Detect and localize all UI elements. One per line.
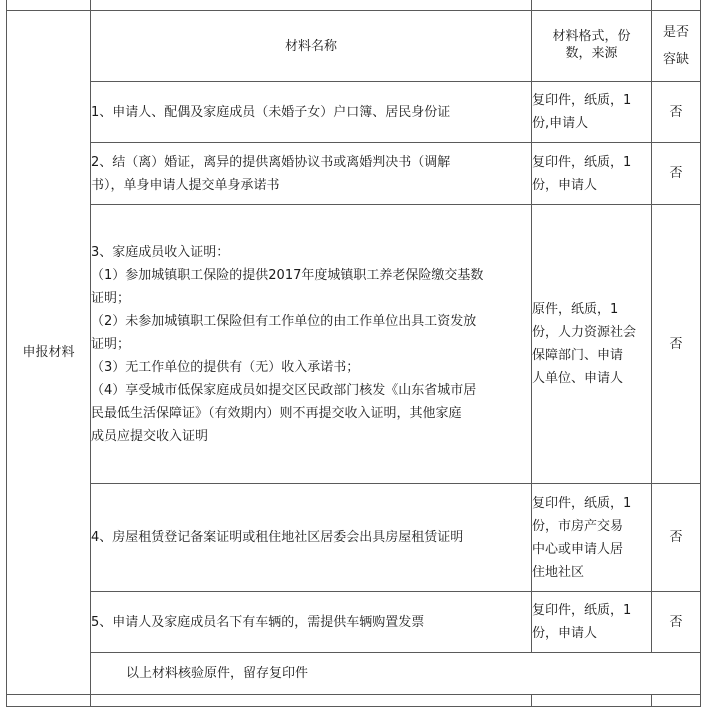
- table-row: [7, 143, 701, 205]
- material-missing-cell: 否: [652, 82, 701, 143]
- material-format-cell: 复印件，纸质，1 份,申请人: [532, 82, 652, 143]
- header-missing: 是否 容缺: [662, 25, 689, 67]
- material-format-cell: 原件，纸质，1 份，人力资源社会 保障部门、申请 人单位、申请人: [532, 205, 652, 484]
- footer-row: [7, 653, 701, 695]
- material-name-cell: 3、家庭成员收入证明： （1）参加城镇职工保险的提供2017年度城镇职工养老保险缴交基数 证明； （2）未参加城镇职工保险但有工作单位的由工作单位出具工资发放 证明； （3）无工作单位的提供有（无）收入承诺书； （4）享受城市低保家庭成员如提交区民政部门核发《山东省城市居 民最低生活保障证》（有效期内）则不再提交收入证明，其他家庭 成员应提交收入证明: [91, 205, 532, 484]
- material-name-cell: 1、申请人、配偶及家庭成员（未婚子女）户口簿、居民身份证: [91, 82, 532, 143]
- top-strip-cell: [652, 0, 701, 11]
- table-row: [7, 205, 701, 484]
- category-label: 申报材料: [22, 345, 75, 360]
- top-strip-row: [7, 0, 701, 11]
- materials-table: [6, 0, 701, 707]
- bottom-strip-cell: [7, 695, 91, 707]
- material-name-cell: 2、结（离）婚证，离异的提供离婚协议书或离婚判决书（调解 书），单身申请人提交单身承诺书: [91, 143, 532, 205]
- bottom-strip-cell: [532, 695, 652, 707]
- table-row: [7, 484, 701, 592]
- header-name: 材料名称: [284, 38, 337, 54]
- material-missing-cell: 否: [652, 592, 701, 653]
- material-missing-cell: 否: [652, 205, 701, 484]
- top-strip-cell: [532, 0, 652, 11]
- footer-note-cell: [91, 653, 701, 695]
- material-format-cell: 复印件，纸质，1 份，申请人: [532, 592, 652, 653]
- bottom-strip-cell: [91, 695, 532, 707]
- category-cell: [7, 11, 91, 695]
- top-strip-cell: [7, 0, 91, 11]
- header-format-cell: [532, 11, 652, 82]
- header-row: [7, 11, 701, 82]
- material-format-cell: 复印件，纸质，1 份，申请人: [532, 143, 652, 205]
- material-name-cell: 5、申请人及家庭成员名下有车辆的，需提供车辆购置发票: [91, 592, 532, 653]
- table-row: [7, 592, 701, 653]
- material-missing-cell: 否: [652, 484, 701, 592]
- header-missing-cell: [652, 11, 701, 82]
- bottom-strip-cell: [652, 695, 701, 707]
- footer-note: 以上材料核验原件，留存复印件: [126, 666, 309, 681]
- bottom-strip-row: [7, 695, 701, 707]
- table-row: [7, 82, 701, 143]
- header-format: 材料格式，份 数，来源: [552, 28, 631, 61]
- material-name-cell: 4、房屋租赁登记备案证明或租住地社区居委会出具房屋租赁证明: [91, 484, 532, 592]
- material-format-cell: 复印件，纸质，1 份，市房产交易 中心或申请人居 住地社区: [532, 484, 652, 592]
- material-missing-cell: 否: [652, 143, 701, 205]
- top-strip-cell: [91, 0, 532, 11]
- header-name-cell: [91, 11, 532, 82]
